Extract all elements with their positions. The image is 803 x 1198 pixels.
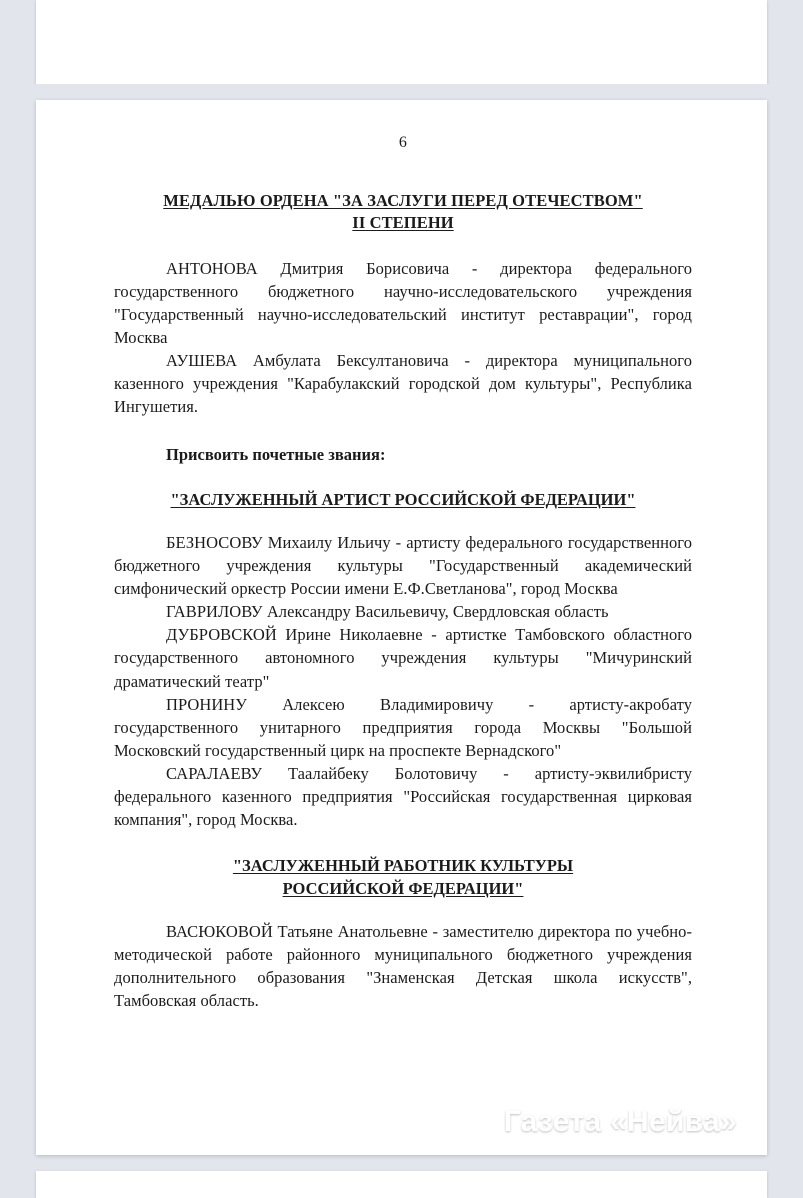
honored-artist-recipient-paragraph: ДУБРОВСКОЙ Ирине Николаевне - артистке Тамбовского областного государственного автономного учреждения культуры "Мичуринский драматический театр" bbox=[114, 625, 692, 691]
honored-artist-recipient-paragraph: БЕЗНОСОВУ Михаилу Ильичу - артисту федерального государственного бюджетного учреждения культуры "Государственный академический симфонический оркестр России имени Е.Ф.Светланова", город Москва bbox=[114, 532, 692, 599]
document-page bbox=[36, 100, 767, 1155]
heading-honored-artist bbox=[114, 489, 692, 511]
document-body bbox=[114, 134, 692, 1012]
heading-honored-worker bbox=[114, 855, 692, 900]
page-gap bbox=[0, 84, 803, 100]
heading-medal-order-line2: II СТЕПЕНИ bbox=[352, 213, 454, 233]
heading-medal-order-line1: МЕДАЛЬЮ ОРДЕНА "ЗА ЗАСЛУГИ ПЕРЕД ОТЕЧЕСТВОМ" bbox=[163, 191, 643, 210]
next-page-sliver bbox=[36, 1171, 767, 1198]
heading-honored-artist-text: "ЗАСЛУЖЕННЫЙ АРТИСТ РОССИЙСКОЙ ФЕДЕРАЦИИ" bbox=[170, 489, 636, 509]
heading-medal-order bbox=[114, 190, 692, 235]
honored-artist-recipient-paragraph: САРАЛАЕВУ Таалайбеку Болотовичу - артисту-эквилибристу федерального казенного предприятия "Российская государственная цирковая компания", город Москва. bbox=[114, 763, 692, 830]
heading-honored-worker-line1: "ЗАСЛУЖЕННЫЙ РАБОТНИК КУЛЬТУРЫ bbox=[232, 856, 574, 876]
honored-worker-recipient-paragraph: ВАСЮКОВОЙ Татьяне Анатольевне - заместителю директора по учебно-методической работе районного муниципального бюджетного учреждения дополнительного образования "Знаменская Детская школа искусств", Тамбовская область. bbox=[114, 922, 692, 1011]
honored-artist-recipient-paragraph: ГАВРИЛОВУ Александру Васильевичу, Свердловская область bbox=[166, 602, 609, 622]
heading-honored-worker-line2: РОССИЙСКОЙ ФЕДЕРАЦИИ" bbox=[282, 878, 524, 898]
subheading-confer-titles: Присвоить почетные звания: bbox=[166, 444, 386, 464]
honored-artist-recipient-paragraph: ПРОНИНУ Алексею Владимировичу - артисту-акробату государственного унитарного предприятия города Москвы "Большой Московский государственный цирк на проспекте Вернадского" bbox=[114, 694, 692, 760]
medal-recipient-paragraph: АУШЕВА Амбулата Бексултановича - директора муниципального казенного учреждения "Карабулакский городской дом культуры", Республика Ингушетия. bbox=[114, 351, 692, 417]
page-number: 6 bbox=[398, 134, 408, 151]
previous-page-sliver bbox=[36, 0, 767, 84]
watermark: Газета «Нейва» bbox=[488, 1099, 753, 1147]
medal-recipient-paragraph: АНТОНОВА Дмитрия Борисовича - директора федерального государственного бюджетного научно-исследовательского учреждения "Государственный научно-исследовательский институт реставрации", город Москва bbox=[114, 258, 692, 348]
